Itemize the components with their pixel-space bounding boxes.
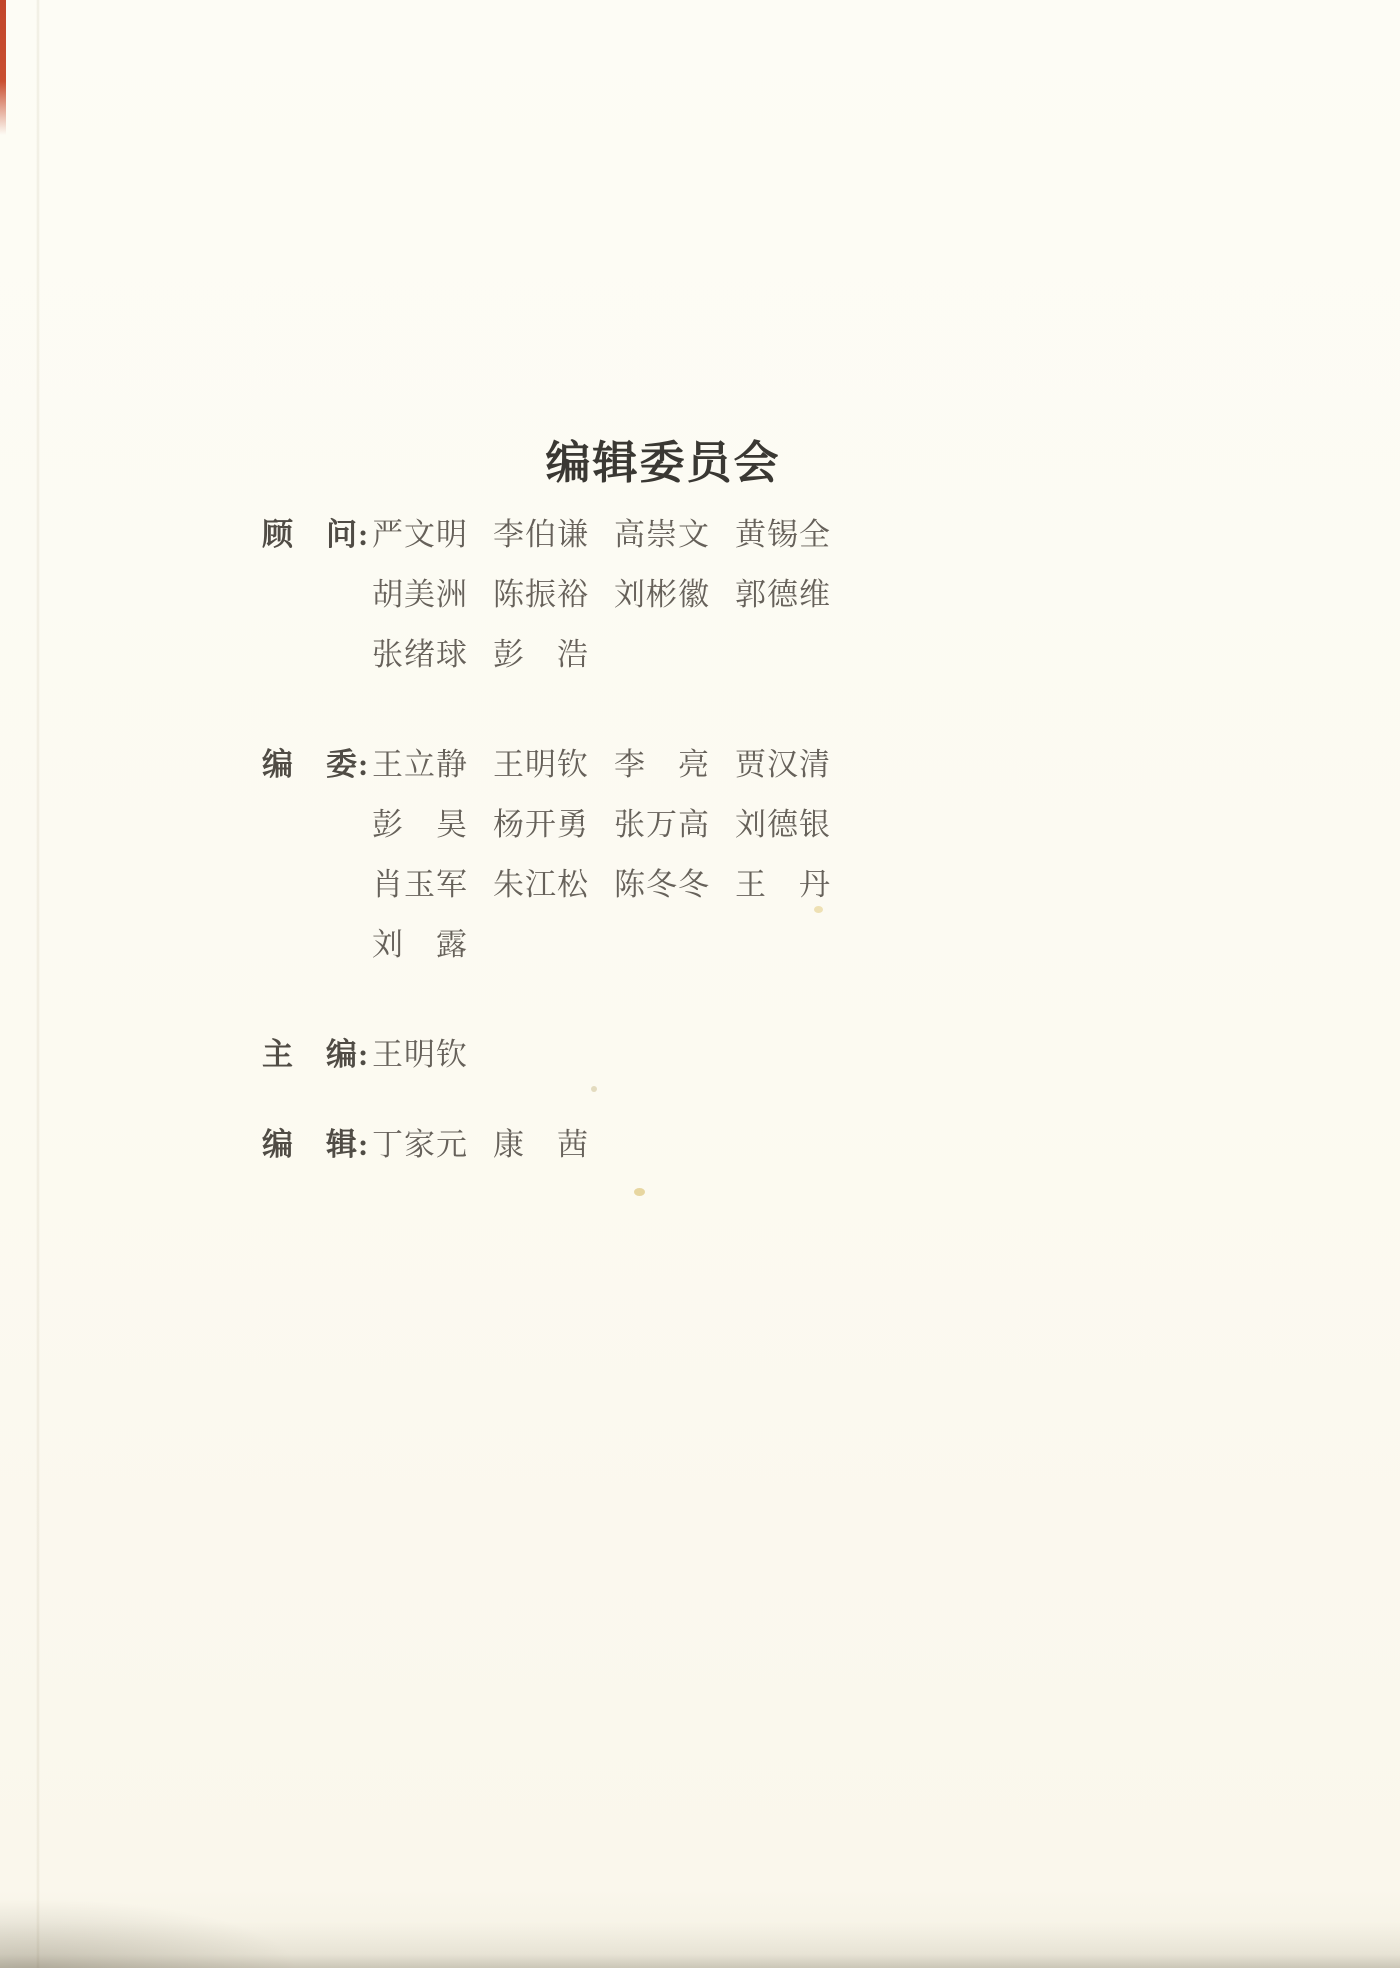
- person-name: 彭 昊: [372, 807, 468, 842]
- person-name: 胡美洲: [372, 577, 468, 612]
- name-row: [372, 735, 830, 795]
- name-row: [372, 505, 830, 565]
- person-name: 丁家元: [372, 1127, 468, 1162]
- person-name: 陈冬冬: [614, 867, 710, 902]
- scan-speck: [814, 906, 823, 913]
- section-label-editorial-board: 编 委:: [262, 747, 370, 782]
- person-name: 黄锡全: [735, 517, 831, 552]
- person-name: 刘 露: [372, 927, 468, 962]
- page-crease: [36, 0, 40, 1968]
- person-name: 康 茜: [493, 1127, 589, 1162]
- name-row: [372, 795, 830, 855]
- name-row: [372, 565, 830, 625]
- person-name: 彭 浩: [493, 637, 589, 672]
- section-label-editors: 编 辑:: [262, 1127, 370, 1162]
- person-name: 李伯谦: [493, 517, 589, 552]
- scan-speck: [634, 1188, 645, 1196]
- person-name: 张绪球: [372, 637, 468, 672]
- adjacent-page-red-edge: [0, 0, 6, 135]
- person-name: 张万高: [614, 807, 710, 842]
- person-name: 王明钦: [493, 747, 589, 782]
- scan-bottom-shadow: [0, 1922, 1400, 1968]
- person-name: 严文明: [372, 517, 468, 552]
- editorial-committee-roster: [262, 505, 1162, 1175]
- section-label-advisors: 顾 问:: [262, 517, 370, 552]
- chief-editor-rows: [372, 1025, 467, 1085]
- editors-rows: [372, 1115, 588, 1175]
- name-row: [372, 915, 830, 975]
- section-chief-editor: [262, 1025, 1162, 1085]
- scan-speck: [591, 1086, 597, 1092]
- name-row: [372, 625, 830, 685]
- person-name: 王明钦: [372, 1037, 468, 1072]
- person-name: 杨开勇: [493, 807, 589, 842]
- person-name: 刘德银: [735, 807, 831, 842]
- editorial-board-rows: [372, 735, 830, 975]
- person-name: 郭德维: [735, 577, 831, 612]
- person-name: 陈振裕: [493, 577, 589, 612]
- person-name: 肖玉军: [372, 867, 468, 902]
- section-editors: [262, 1115, 1162, 1175]
- person-name: 王 丹: [735, 867, 831, 902]
- person-name: 王立静: [372, 747, 468, 782]
- section-editorial-board: [262, 735, 1162, 975]
- advisors-rows: [372, 505, 830, 685]
- person-name: 刘彬徽: [614, 577, 710, 612]
- section-advisors: [262, 505, 1162, 685]
- name-row: [372, 855, 830, 915]
- section-label-chief-editor: 主 编:: [262, 1037, 370, 1072]
- name-row: [372, 1115, 588, 1175]
- person-name: 贾汉清: [735, 747, 831, 782]
- person-name: 高崇文: [614, 517, 710, 552]
- page-title: 编辑委员会: [545, 438, 781, 489]
- person-name: 李 亮: [614, 747, 710, 782]
- person-name: 朱江松: [493, 867, 589, 902]
- name-row: [372, 1025, 467, 1085]
